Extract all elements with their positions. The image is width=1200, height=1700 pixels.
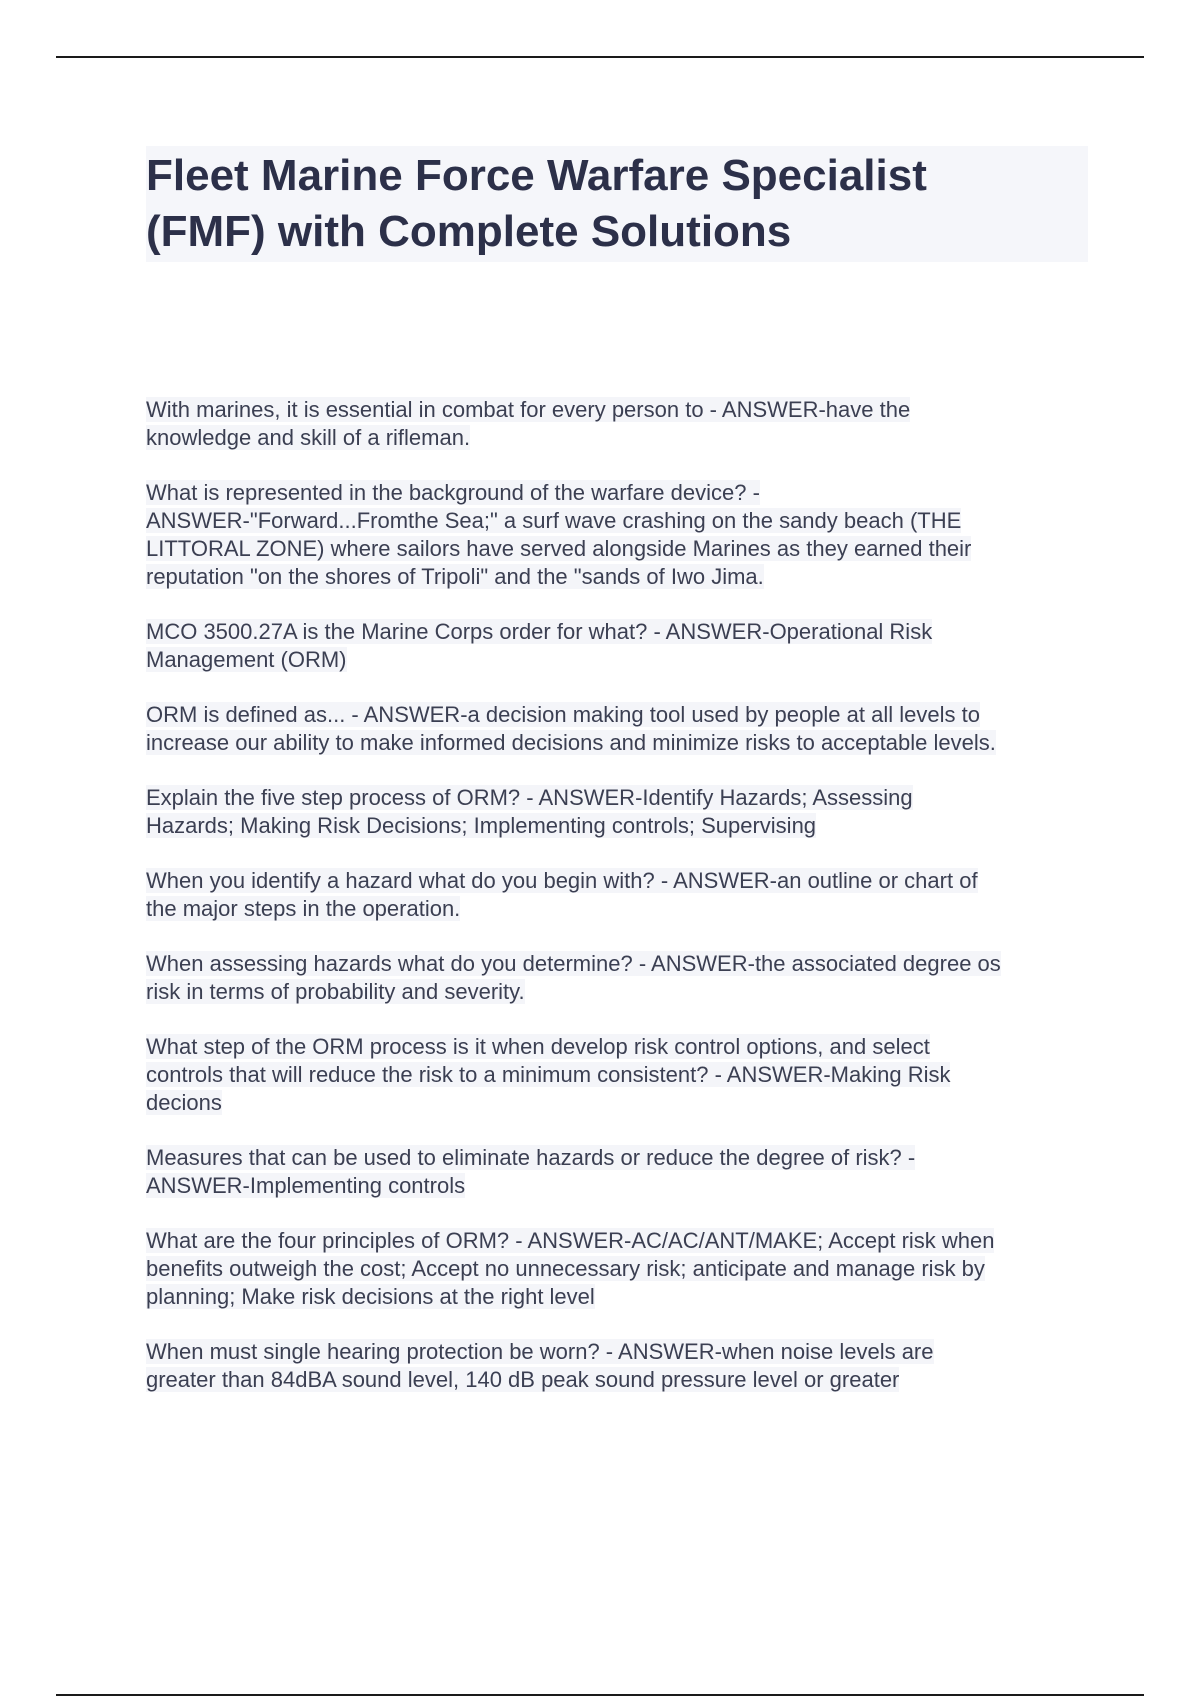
qa-item-text: What are the four principles of ORM? - ANSWER-AC/AC/ANT/MAKE; Accept risk when benefits outweigh the cost; Accept no unnecessary risk; anticipate and manage risk by planning; Make risk decisions at the right level <box>146 1228 995 1309</box>
qa-item-text: When must single hearing protection be worn? - ANSWER-when noise levels are greater than 84dBA sound level, 140 dB peak sound pressure level or greater <box>146 1339 934 1392</box>
qa-item-text: MCO 3500.27A is the Marine Corps order for what? - ANSWER-Operational Risk Management (ORM) <box>146 619 933 672</box>
qa-item <box>146 1144 1106 1200</box>
qa-item-text: When assessing hazards what do you determine? - ANSWER-the associated degree os risk in terms of probability and severity. <box>146 951 1001 1004</box>
qa-list <box>146 396 1106 1421</box>
qa-item-text: What step of the ORM process is it when develop risk control options, and select controls that will reduce the risk to a minimum consistent? - ANSWER-Making Risk decions <box>146 1034 951 1115</box>
qa-item <box>146 1227 1106 1311</box>
bottom-divider <box>56 1694 1144 1696</box>
qa-item-text: When you identify a hazard what do you begin with? - ANSWER-an outline or chart of the major steps in the operation. <box>146 868 978 921</box>
title-block <box>146 146 1088 262</box>
qa-item-text: ORM is defined as... - ANSWER-a decision making tool used by people at all levels to increase our ability to make informed decisions and minimize risks to acceptable levels. <box>146 702 996 755</box>
qa-item <box>146 1033 1106 1117</box>
qa-item-text: Measures that can be used to eliminate hazards or reduce the degree of risk? - ANSWER-Implementing controls <box>146 1145 916 1198</box>
document-title: Fleet Marine Force Warfare Specialist (FMF) with Complete Solutions <box>146 151 927 256</box>
qa-item-text: What is represented in the background of the warfare device? - ANSWER-"Forward...Fromthe Sea;" a surf wave crashing on the sandy beach (THE LITTORAL ZONE) where sailors have served alongside Marines as they earned their reputation "on the shores of Tripoli" and the "sands of Iwo Jima. <box>146 480 972 589</box>
qa-item <box>146 1338 1106 1394</box>
qa-item <box>146 396 1106 452</box>
qa-item <box>146 950 1106 1006</box>
qa-item <box>146 867 1106 923</box>
qa-item <box>146 784 1106 840</box>
top-divider <box>56 56 1144 58</box>
qa-item-text: Explain the five step process of ORM? - ANSWER-Identify Hazards; Assessing Hazards; Making Risk Decisions; Implementing controls; Supervising <box>146 785 913 838</box>
qa-item <box>146 618 1106 674</box>
qa-item <box>146 701 1106 757</box>
qa-item <box>146 479 1106 591</box>
qa-item-text: With marines, it is essential in combat for every person to - ANSWER-have the knowledge and skill of a rifleman. <box>146 397 911 450</box>
